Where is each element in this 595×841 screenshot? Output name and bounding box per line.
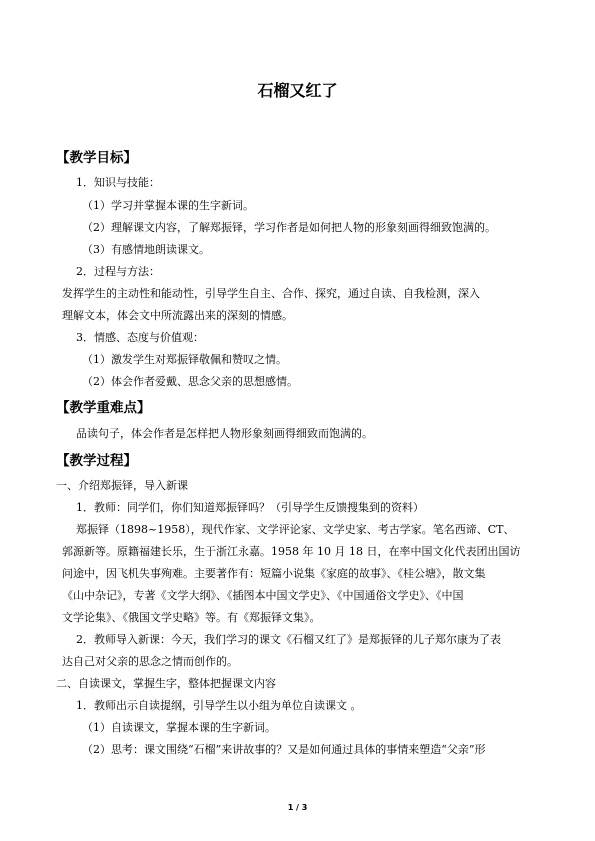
text-line: 1．教师出示自读提纲，引导学生以小组为单位自读课文 。: [76, 699, 362, 712]
text-line: （1）学习并掌握本课的生字新词。: [82, 199, 254, 212]
text-line: 3．情感、态度与价值观：: [76, 331, 204, 344]
page-title: 石榴又红了: [257, 81, 338, 100]
text-line: 郭源新等。原籍福建长乐，生于浙江永嘉。1958 年 10 月 18 日，在率中国文化代表团出国访: [62, 545, 521, 558]
text-line: （2）体会作者爱戴、思念父亲的思想感情。: [82, 375, 298, 388]
text-line: 郑振铎（1898~1958），现代作家、文学评论家、文学史家、考古学家。笔名西谛、CT、: [76, 523, 515, 536]
text-line: 2．教师导入新课：今天，我们学习的课文《石榴又红了》是郑振铎的儿子郑尔康为了表: [76, 633, 501, 646]
text-line: （1）激发学生对郑振铎敬佩和赞叹之情。: [82, 353, 287, 366]
section-heading-keypoints: 【教学重难点】: [56, 400, 151, 416]
text-line: 理解文本，体会文中所流露出来的深刻的情感。: [62, 309, 293, 322]
text-line: 2．过程与方法：: [76, 265, 160, 278]
page-number: 1 / 3: [287, 803, 308, 812]
text-line: 一、介绍郑振铎，导入新课: [56, 479, 188, 492]
text-line: 发挥学生的主动性和能动性，引导学生自主、合作、探究，通过自读、自我检测，深入: [62, 287, 480, 300]
section-heading-goals: 【教学目标】: [56, 150, 137, 166]
text-line: 《山中杂记》，专著《文学大纲》、《插图本中国文学史》、《中国通俗文学史》、《中国: [62, 589, 464, 602]
text-line: （2）理解课文内容，了解郑振铎，学习作者是如何把人物的形象刻画得细致饱满的。: [82, 221, 496, 234]
text-line: 二、自读课文，掌握生字，整体把握课文内容: [56, 677, 276, 690]
text-line: 达自己对父亲的思念之情而创作的。: [62, 655, 238, 668]
text-line: 问途中，因飞机失事殉难。主要著作有：短篇小说集《家庭的故事》、《桂公塘》，散文集: [62, 567, 486, 580]
text-line: 1．知识与技能：: [76, 176, 160, 189]
section-heading-process: 【教学过程】: [56, 453, 137, 469]
text-line: （1）自读课文，掌握本课的生字新词。: [82, 721, 276, 734]
text-line: 1．教师：同学们，你们知道郑振铎吗？（引导学生反馈搜集到的资料）: [76, 501, 424, 514]
text-line: （3）有感情地朗读课文。: [82, 243, 210, 256]
text-line: （2）思考：课文围绕“石榴”来讲故事的？又是如何通过具体的事情来塑造“父亲”形: [82, 743, 486, 756]
text-line: 品读句子，体会作者是怎样把人物形象刻画得细致而饱满的。: [76, 427, 373, 440]
text-line: 文学论集》、《俄国文学史略》等。有《郑振铎文集》。: [62, 611, 321, 624]
